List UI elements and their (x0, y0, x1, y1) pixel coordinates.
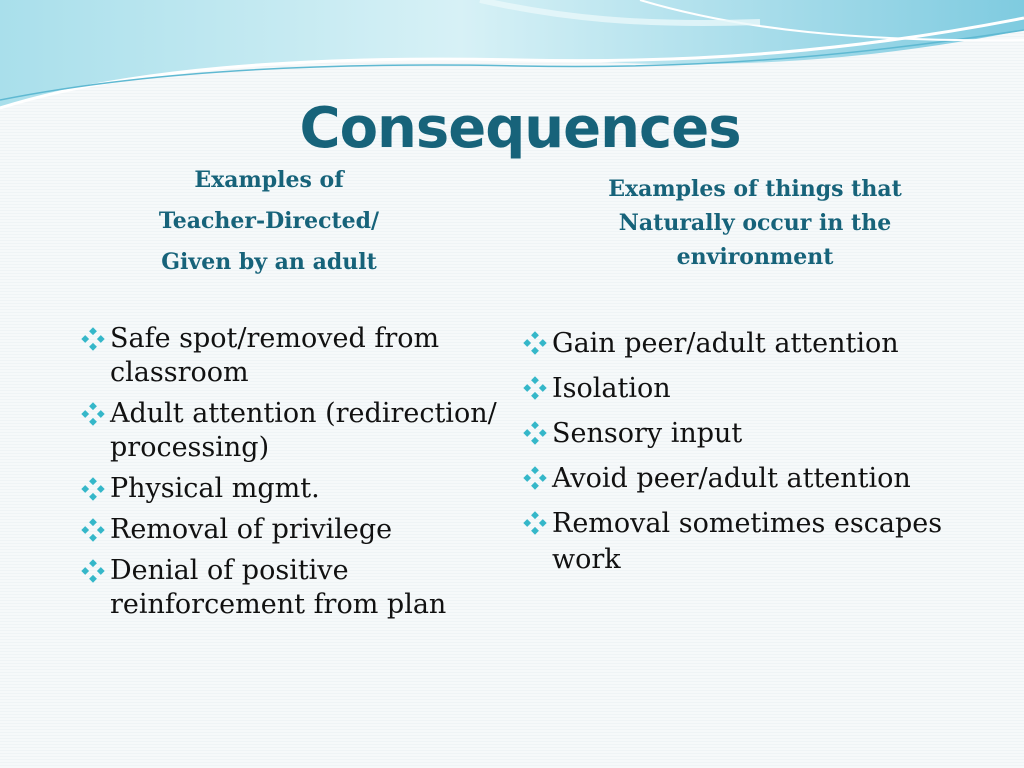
left-bullet-list (80, 322, 500, 629)
left-heading-line: Given by an adult (161, 249, 377, 275)
four-diamond-bullet-icon (522, 508, 548, 538)
four-diamond-bullet-icon (80, 556, 106, 586)
four-diamond-bullet-icon (80, 324, 106, 354)
right-bullet-list (522, 326, 962, 587)
left-heading-line: Examples of (194, 167, 344, 193)
right-heading-line: environment (676, 244, 834, 270)
list-item (80, 554, 500, 622)
list-item (80, 322, 500, 390)
list-item-text: Denial of positive reinforcement from plan (110, 555, 447, 620)
list-item (80, 397, 500, 465)
list-item (522, 416, 962, 452)
slide-title: Consequences (299, 96, 741, 161)
four-diamond-bullet-icon (522, 373, 548, 403)
list-item (522, 461, 962, 497)
list-item (522, 506, 962, 578)
four-diamond-bullet-icon (80, 399, 106, 429)
list-item-text: Removal of privilege (110, 514, 393, 545)
four-diamond-bullet-icon (80, 474, 106, 504)
list-item-text: Gain peer/adult attention (552, 328, 899, 359)
list-item-text: Adult attention (redirection/ processing) (110, 398, 497, 463)
list-item-text: Physical mgmt. (110, 473, 320, 504)
left-column-heading (84, 160, 454, 283)
four-diamond-bullet-icon (80, 515, 106, 545)
right-heading-line: Naturally occur in the (618, 210, 892, 236)
four-diamond-bullet-icon (522, 463, 548, 493)
list-item-text: Sensory input (552, 418, 743, 449)
right-heading-line: Examples of things that (608, 176, 902, 202)
list-item-text: Isolation (552, 373, 671, 404)
right-column-heading (560, 172, 950, 274)
four-diamond-bullet-icon (522, 418, 548, 448)
list-item-text: Avoid peer/adult attention (552, 463, 911, 494)
list-item-text: Removal sometimes escapes work (552, 508, 943, 575)
list-item (522, 371, 962, 407)
list-item (80, 472, 500, 506)
list-item (522, 326, 962, 362)
list-item-text: Safe spot/removed from classroom (110, 323, 440, 388)
list-item (80, 513, 500, 547)
four-diamond-bullet-icon (522, 328, 548, 358)
left-heading-line: Teacher-Directed/ (158, 208, 380, 234)
